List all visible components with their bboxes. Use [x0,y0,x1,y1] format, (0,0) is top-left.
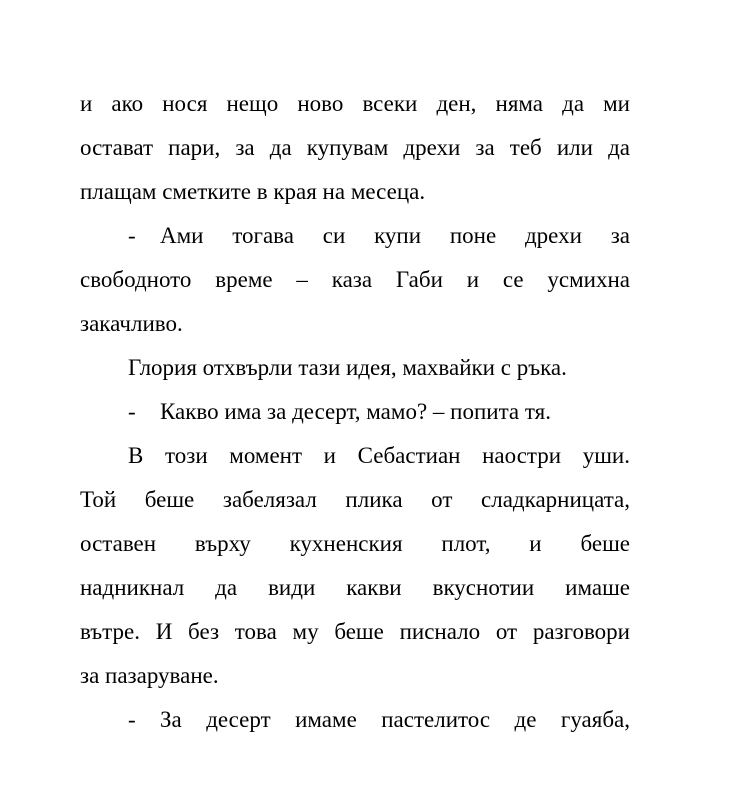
dialogue-text: За десерт имаме пастелитос де гуаяба, [160,707,630,732]
text-line: остават пари, за да купувам дрехи за теб или да [80,135,630,160]
text-line: свободното време – каза Габи и се усмихна [80,267,630,292]
dialogue-dash: - [128,707,136,732]
dialogue-text: Какво има за десерт, мамо? – попита тя. [160,399,551,424]
dialogue-dash: - [128,223,136,248]
text-line: оставен върху кухненския плот, и беше [80,531,630,556]
dialogue-text: Ами тогава си купи поне дрехи за [160,223,630,248]
dialogue-line [80,698,630,742]
dialogue-line [80,390,630,434]
text-line: и ако нося нещо ново всеки ден, няма да ми [80,91,630,116]
text-line: за пазаруване. [80,663,219,688]
dialogue-dash: - [128,399,136,424]
dialogue-line [80,214,630,258]
text-line: В този момент и Себастиан наостри уши. [128,443,630,468]
text-line: Той беше забелязал плика от сладкарницата, [80,487,630,512]
text-line: вътре. И без това му беше писнало от разговори [80,619,630,644]
text-line: надникнал да види какви вкуснотии имаше [80,575,630,600]
text-line: закачливо. [80,311,183,336]
text-line: Глория отхвърли тази идея, махвайки с ръка. [128,355,567,380]
text-line: плащам сметките в края на месеца. [80,179,426,204]
document-page [80,82,630,742]
